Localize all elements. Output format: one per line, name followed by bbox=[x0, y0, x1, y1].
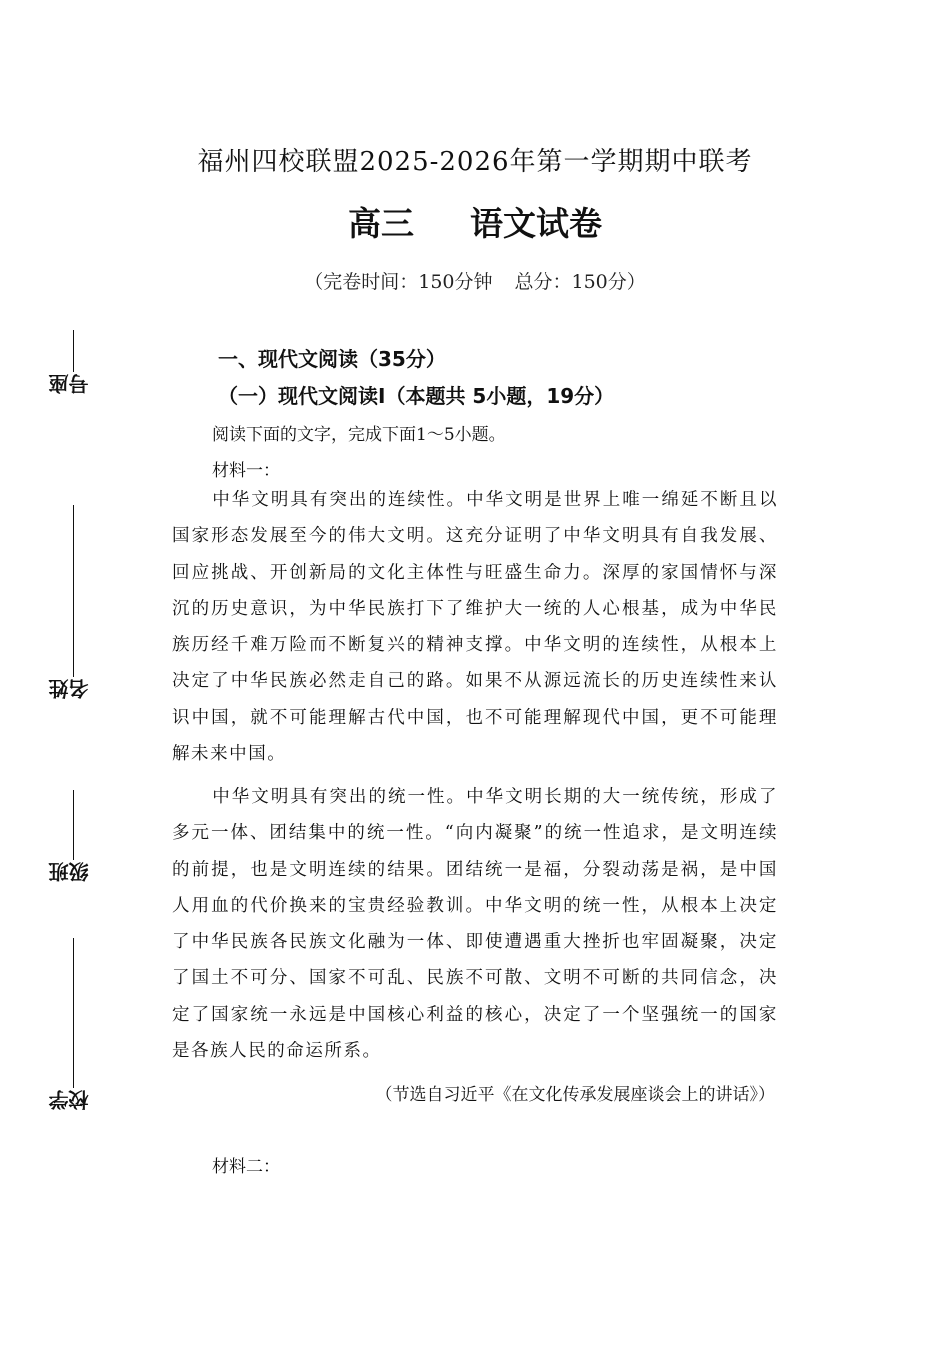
class-line[interactable] bbox=[73, 790, 74, 860]
exam-subject bbox=[0, 198, 950, 245]
exam-title: 福州四校联盟2025-2026年第一学期期中联考 bbox=[197, 147, 753, 177]
material-one-paragraph-2: 中华文明具有突出的统一性。中华文明长期的大一统传统，形成了多元一体、团结集中的统一性。“向内凝聚”的统一性追求，是文明连续的前提，也是文明连续的结果。团结统一是福，分裂动荡是祸，是中国人用血的代价换来的宝贵经验教训。中华文明的统一性，从根本上决定了中华民族各民族文化融为一体、即使遭遇重大挫折也牢固凝聚，决定了国土不可分、国家不可乱、民族不可散、文明不可断的共同信念，决定了国家统一永远是中国核心利益的核心，决定了一个坚强统一的国家是各族人民的命运所系。 bbox=[172, 787, 778, 1062]
class-label: 班级 bbox=[48, 860, 92, 882]
school-line[interactable] bbox=[73, 938, 74, 1088]
seat-number-line[interactable] bbox=[73, 330, 74, 372]
name-line[interactable] bbox=[73, 505, 74, 677]
subject-label: 语文试卷 bbox=[470, 204, 602, 243]
material-one-paragraph-1: 中华文明具有突出的连续性。中华文明是世界上唯一绵延不断且以国家形态发展至今的伟大文明。这充分证明了中华文明具有自我发展、回应挑战、开创新局的文化主体性与旺盛生命力。深厚的家国情怀与深沉的历史意识，为中华民族打下了维护大一统的人心根基，成为中华民族历经千难万险而不断复兴的精神支撑。中华文明的连续性，从根本上决定了中华民族必然走自己的路。如果不从源远流长的历史连续性来认识中国，就不可能理解古代中国，也不可能理解现代中国，更不可能理解未来中国。 bbox=[172, 490, 778, 765]
material-one-label: 材料一： bbox=[212, 461, 280, 481]
name-label: 姓名 bbox=[48, 677, 92, 699]
exam-time: （完卷时间：150分钟 bbox=[304, 271, 493, 293]
section-heading: 一、现代文阅读（35分） bbox=[218, 347, 446, 371]
reading-instruction: 阅读下面的文字，完成下面1～5小题。 bbox=[212, 425, 506, 445]
exam-meta bbox=[0, 267, 950, 294]
subsection-heading: （一）现代文阅读Ⅰ（本题共 5小题，19分） bbox=[218, 384, 615, 408]
material-two-label: 材料二： bbox=[212, 1157, 280, 1177]
material-one-source: （节选自习近平《在文化传承发展座谈会上的讲话》） bbox=[375, 1085, 775, 1105]
school-label: 学校 bbox=[48, 1088, 92, 1110]
grade-label: 高三 bbox=[348, 204, 414, 243]
exam-total-score: 总分：150分） bbox=[514, 271, 646, 293]
seat-number-label: 座号 bbox=[48, 372, 92, 394]
